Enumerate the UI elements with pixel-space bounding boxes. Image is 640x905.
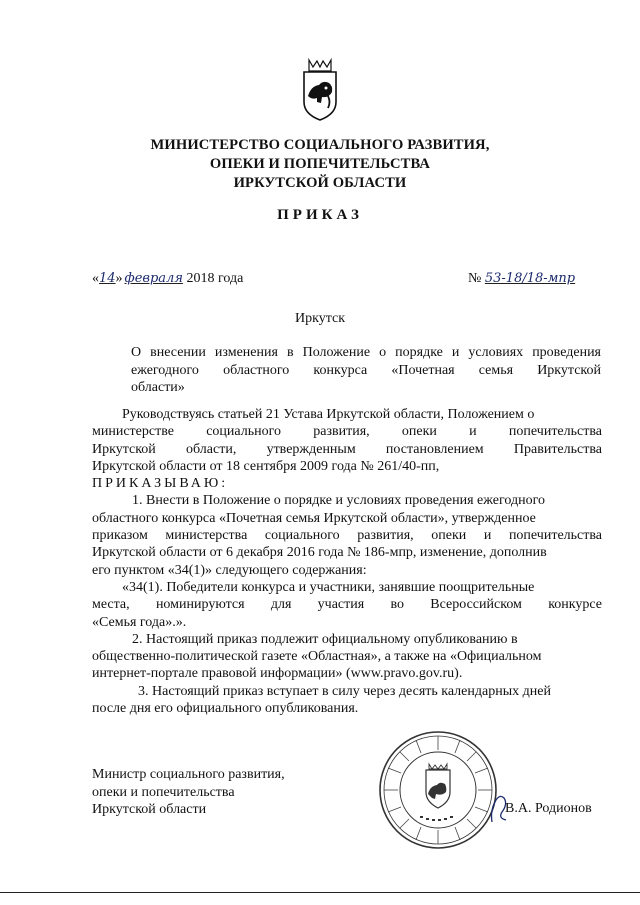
body-line: 2. Настоящий приказ подлежит официальному опубликованию в bbox=[132, 631, 518, 647]
body-line: Иркутской области от 6 декабря 2016 года № 186-мпр, изменение, дополнив bbox=[92, 545, 547, 561]
signer-position-line: Иркутской области bbox=[92, 802, 207, 817]
body-line: областного конкурса «Почетная семья Иркутской области», утвержденное bbox=[92, 510, 536, 526]
subject-line: ежегодного областного конкурса «Почетная семья Иркутской bbox=[131, 362, 601, 378]
signer-position bbox=[92, 766, 285, 819]
city-name: Иркутск bbox=[294, 311, 346, 326]
body-line: министерстве социального развития, опеки и попечительства bbox=[92, 424, 602, 440]
page-bottom-rule bbox=[0, 892, 640, 893]
subject-line: области» bbox=[131, 380, 185, 395]
order-subject bbox=[131, 344, 601, 397]
document-type-title: ПРИКАЗ bbox=[277, 207, 363, 223]
coat-of-arms-icon bbox=[298, 58, 342, 122]
signer-position-line: Министр социального развития, bbox=[92, 767, 285, 782]
ministry-name-line-1: МИНИСТЕРСТВО СОЦИАЛЬНОГО РАЗВИТИЯ, bbox=[150, 137, 490, 153]
body-line: приказом министерства социального развития, опеки и попечительства bbox=[92, 528, 602, 544]
signer-name: В.А. Родионов bbox=[505, 801, 592, 816]
body-line: 3. Настоящий приказ вступает в силу через десять календарных дней bbox=[138, 683, 551, 699]
order-date: «14» февраля 2018 года bbox=[92, 271, 244, 286]
handwritten-number: 53-18/18-мпр bbox=[484, 271, 576, 286]
body-line: «34(1). Победители конкурса и участники, занявшие поощрительные bbox=[122, 579, 535, 595]
handwritten-month: февраля bbox=[124, 271, 183, 286]
body-line: после дня его официального опубликования. bbox=[92, 701, 359, 717]
order-body bbox=[92, 406, 602, 717]
official-stamp-icon bbox=[376, 728, 500, 852]
ministry-name-line-3: ИРКУТСКОЙ ОБЛАСТИ bbox=[233, 175, 407, 191]
handwritten-day: 14 bbox=[99, 271, 116, 286]
body-line: интернет-портале правовой информации» (www.pravo.gov.ru). bbox=[92, 666, 463, 682]
order-word: ПРИКАЗЫВАЮ: bbox=[92, 476, 229, 492]
subject-line: О внесении изменения в Положение о порядке и условиях проведения bbox=[131, 345, 601, 360]
body-line: Руководствуясь статьей 21 Устава Иркутской области, Положением о bbox=[122, 407, 535, 422]
body-line: Иркутской области от 18 сентября 2009 года № 261/40-пп, bbox=[92, 458, 440, 474]
body-line: места, номинируются для участия во Всероссийском конкурсе bbox=[92, 597, 602, 613]
body-line: «Семья года».». bbox=[92, 614, 187, 630]
signer-position-line: опеки и попечительства bbox=[92, 784, 235, 800]
body-line: Иркутской области, утвержденным постановлением Правительства bbox=[92, 441, 602, 457]
body-line: его пунктом «34(1)» следующего содержания: bbox=[92, 562, 367, 578]
body-line: 1. Внести в Положение о порядке и условиях проведения ежегодного bbox=[132, 493, 545, 509]
ministry-name-line-2: ОПЕКИ И ПОПЕЧИТЕЛЬСТВА bbox=[209, 156, 431, 172]
body-line: общественно-политической газете «Областная», а также на «Официальном bbox=[92, 649, 542, 665]
order-number: № 53-18/18-мпр bbox=[468, 271, 576, 286]
